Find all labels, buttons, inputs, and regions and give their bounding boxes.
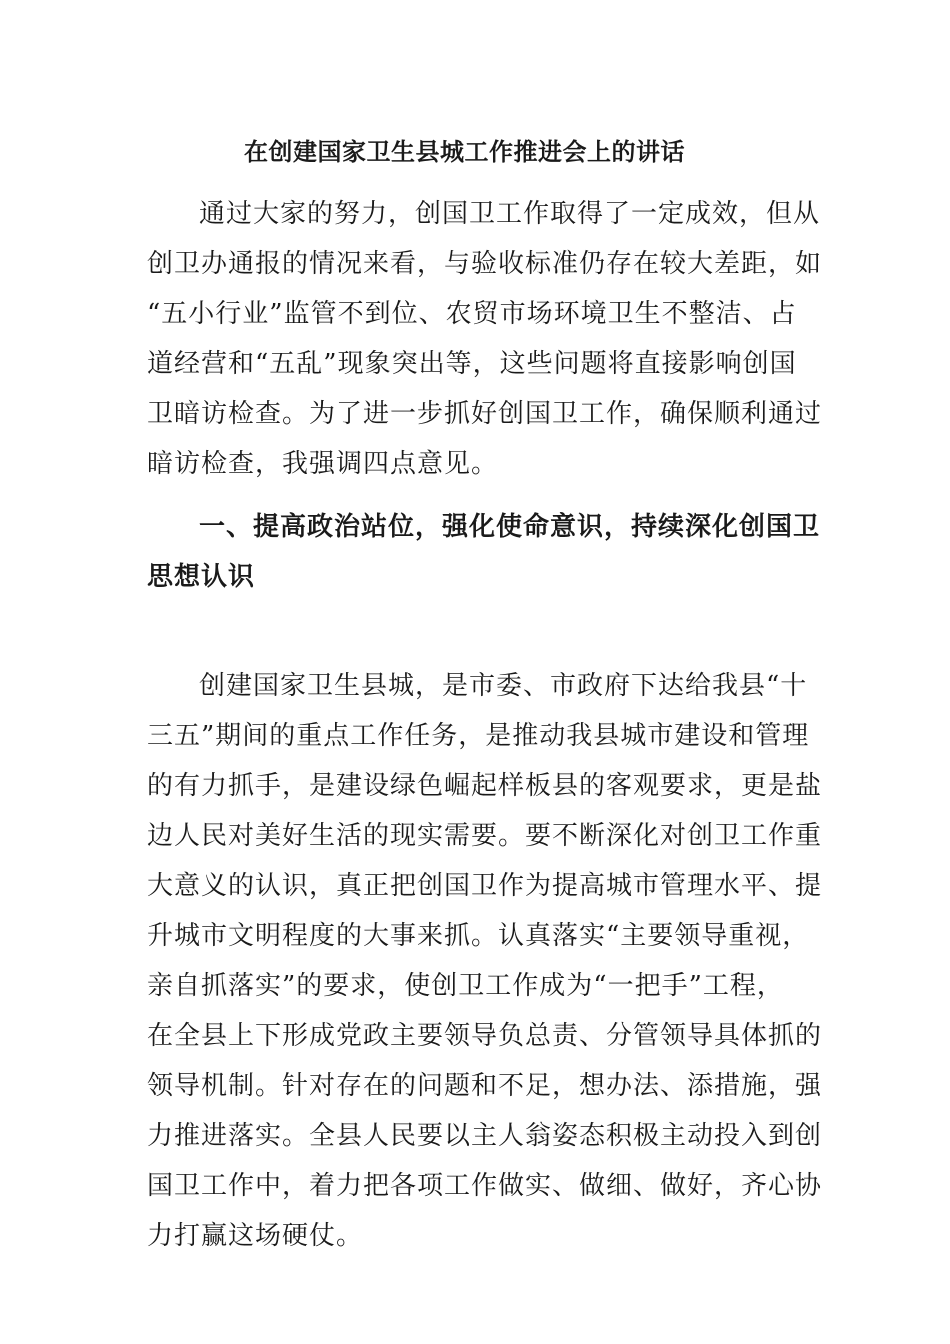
paragraph-line: 大意义的认识，真正把创国卫作为提高城市管理水平、提 [147,871,823,901]
paragraph-line: 创建国家卫生县城，是市委、市政府下达给我县“十 [199,671,808,701]
paragraph-intro [147,189,823,489]
paragraph-line: 国卫工作中，着力把各项工作做实、做细、做好，齐心协 [147,1171,823,1201]
paragraph-line: 三五”期间的重点工作任务，是推动我县城市建设和管理 [147,721,810,751]
paragraph-line: 亲自抓落实”的要求，使创卫工作成为“一把手”工程， [147,971,784,1001]
heading-line: 思想认识 [147,562,256,592]
paragraph-line: 边人民对美好生活的现实需要。要不断深化对创卫工作重 [147,821,823,851]
paragraph-line: 力推进落实。全县人民要以主人翁姿态积极主动投入到创 [147,1121,823,1151]
paragraph-line: 道经营和“五乱”现象突出等，这些问题将直接影响创国 [147,349,797,379]
paragraph-line: 卫暗访检查。为了进一步抓好创国卫工作，确保顺利通过 [147,399,823,429]
paragraph-line: 通过大家的努力，创国卫工作取得了一定成效，但从 [199,199,821,229]
heading-line: 一、提高政治站位，强化使命意识，持续深化创国卫 [199,512,821,542]
paragraph-line: 领导机制。针对存在的问题和不足，想办法、添措施，强 [147,1071,823,1101]
paragraph-line: 创卫办通报的情况来看，与验收标准仍存在较大差距，如 [147,249,823,279]
paragraph-line: 的有力抓手，是建设绿色崛起样板县的客观要求，更是盐 [147,771,823,801]
paragraph-line: 在全县上下形成党政主要领导负总责、分管领导具体抓的 [147,1021,823,1051]
paragraph-line: “五小行业”监管不到位、农贸市场环境卫生不整洁、占 [147,299,797,329]
paragraph-line: 暗访检查，我强调四点意见。 [147,449,499,479]
paragraph-line: 力打赢这场硬仗。 [147,1221,364,1251]
paragraph-section-1 [147,661,823,1261]
section-heading-1 [147,502,821,602]
document-title: 在创建国家卫生县城工作推进会上的讲话 [244,137,685,166]
paragraph-line: 升城市文明程度的大事来抓。认真落实“主要领导重视， [147,921,810,951]
